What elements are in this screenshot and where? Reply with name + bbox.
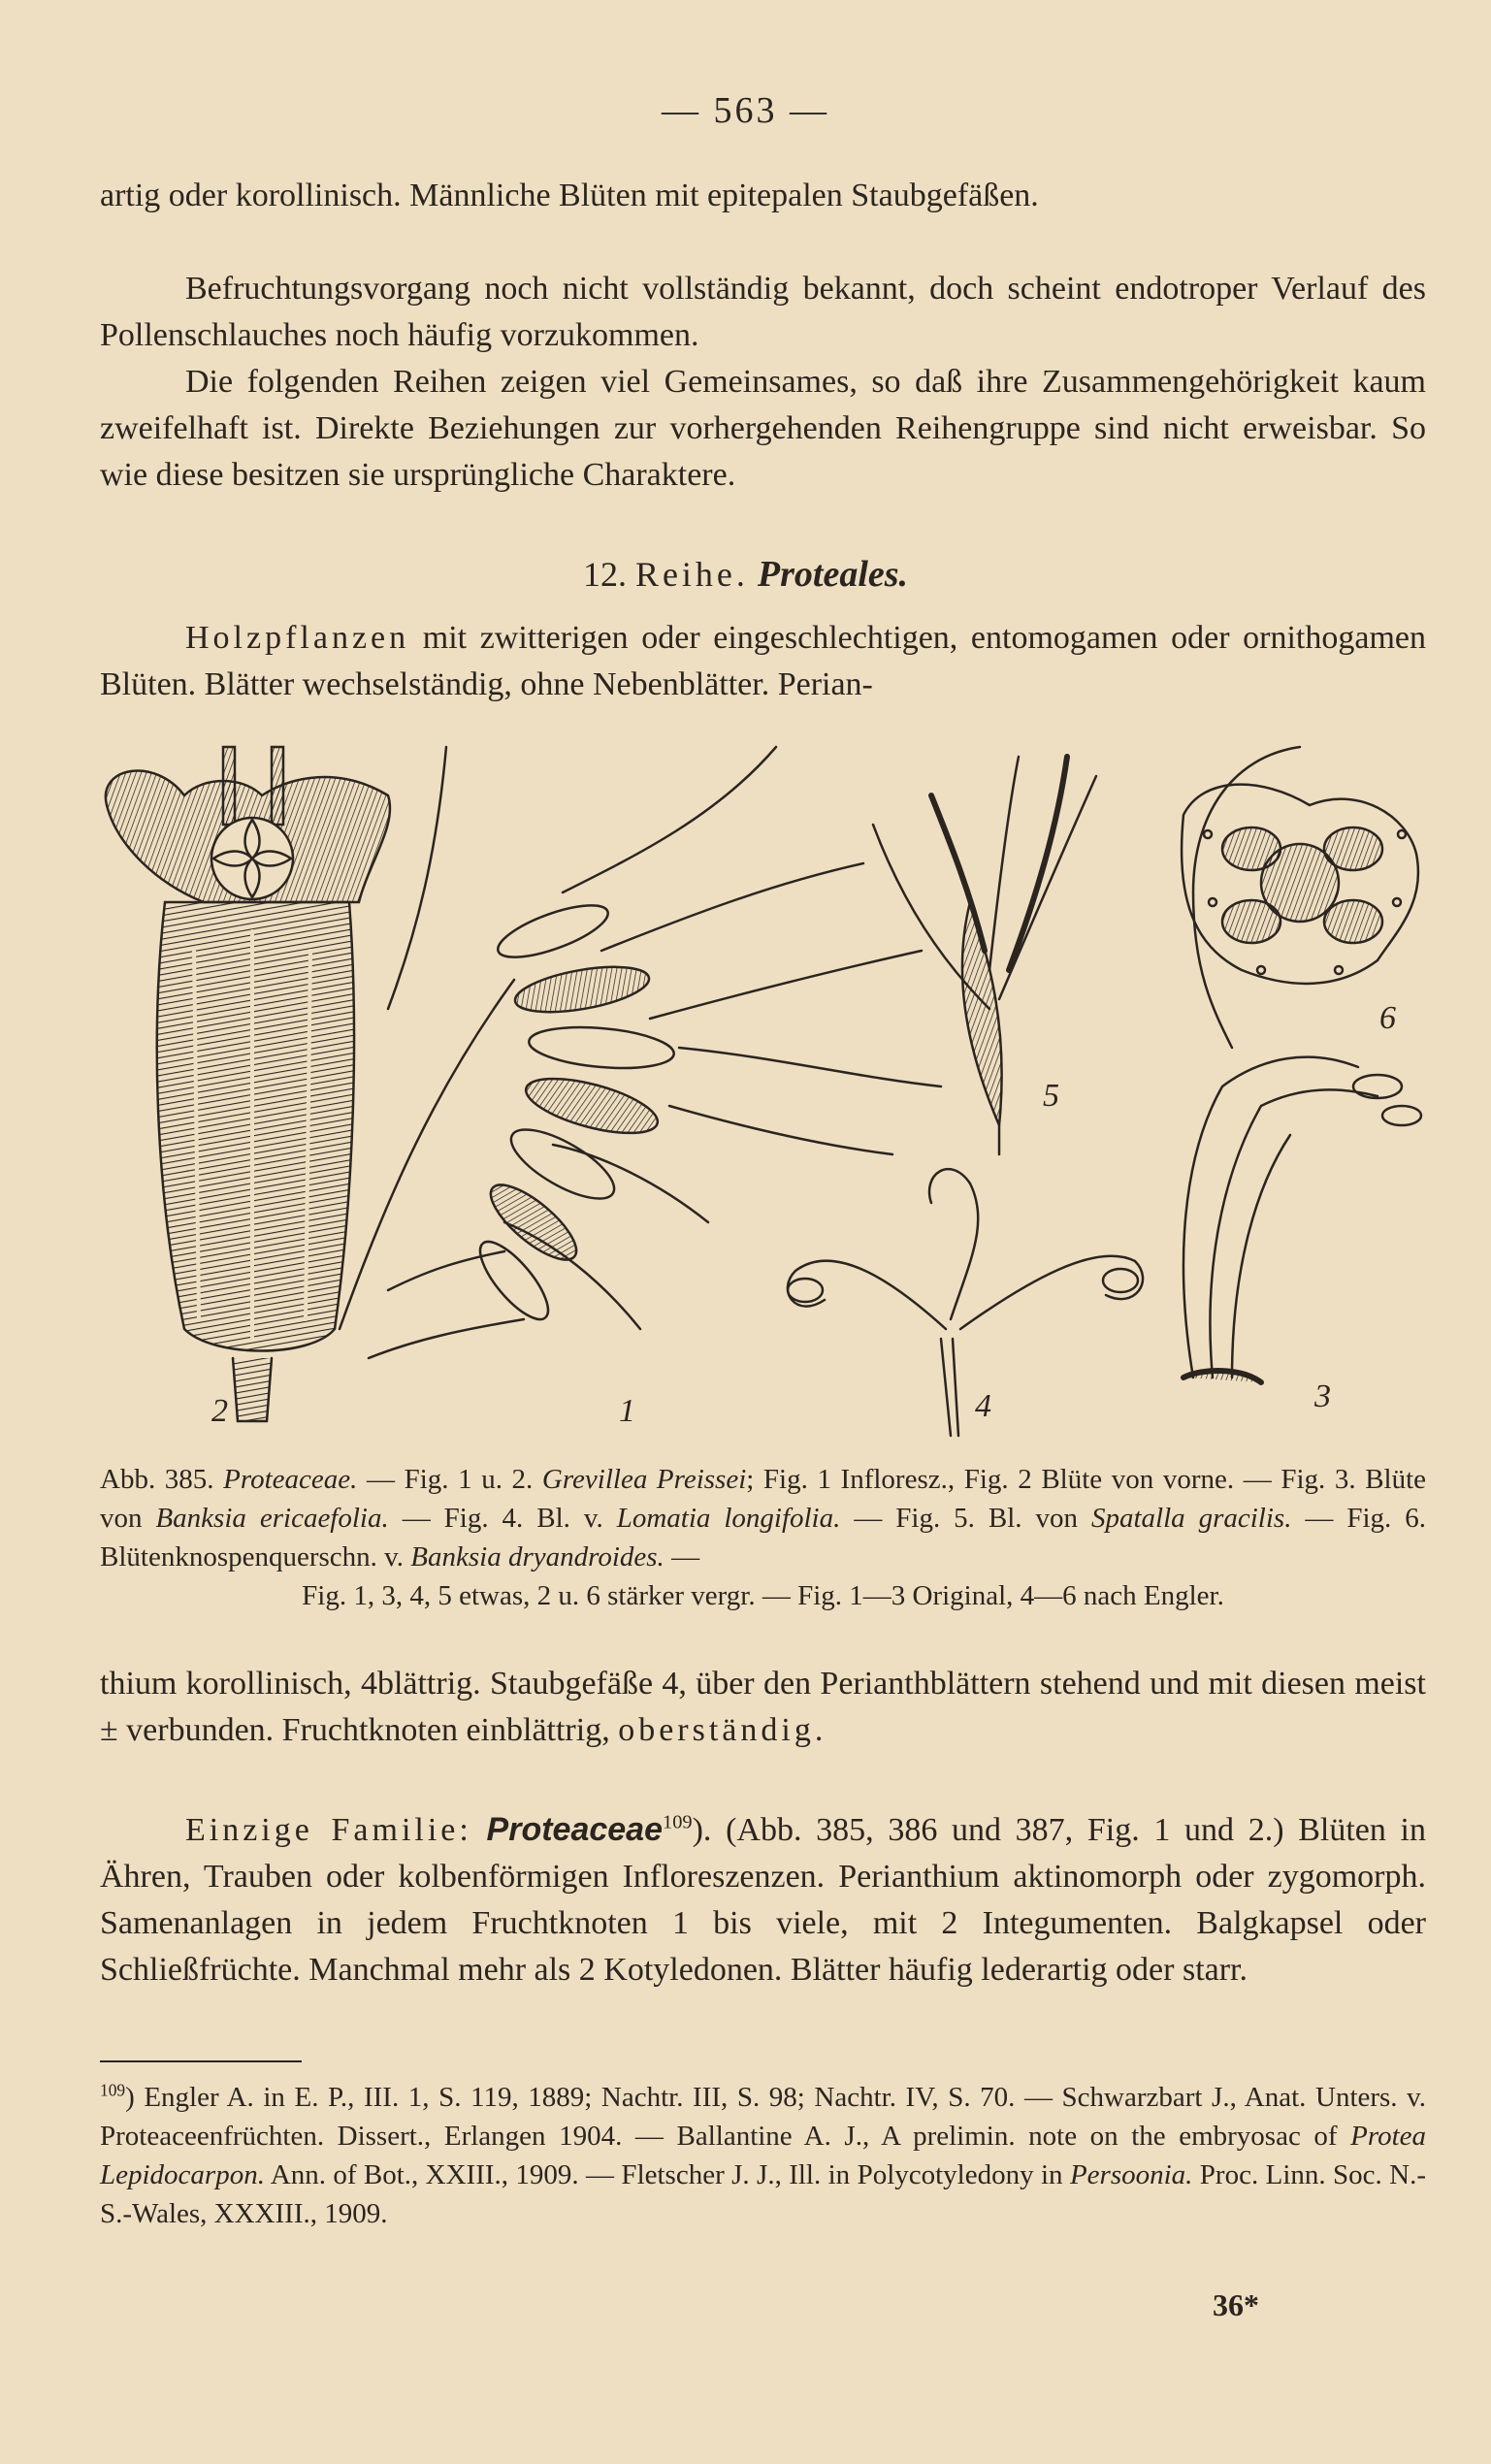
paragraph-6-lead: Einzige Familie:	[185, 1812, 472, 1848]
heading-label: Reihe.	[634, 555, 749, 594]
figure-caption	[100, 1460, 1426, 1615]
paragraph-4-rest: mit zwitterigen oder eingeschlechtigen, entomogamen oder ornithogamen Blüten. Blätter wechselständig, ohne Nebenblätter. Perian-	[100, 620, 1426, 702]
figure-proteaceae	[97, 737, 1431, 1465]
fig-4-flower	[788, 1169, 1143, 1436]
footnote: $^{109}$) Engler A. in E. P., III. 1, S. 119, 1889; Nachtr. III, S. 98; Nachtr. IV, S. 70. — Schwarzbart J., Anat. Unters. v. Proteaceenfrüchten. Dissert., Erlangen 1904. — Ballantine A. J., A prelimin. note on the embryosac of Protea Lepidocarpon. Ann. of Bot., XXIII., 1909. — Fletscher J. J., Ill. in Polycotyledony in Persoonia. Proc. Linn. Soc. N.-S.-Wales, XXXIII., 1909.	[100, 2080, 1426, 2229]
paragraph-4-lead: Holzpflanzen	[185, 620, 410, 656]
fig-2-flower	[106, 747, 390, 1421]
paragraph-5: thium korollinisch, 4blättrig. Staubgefäße 4, über den Perianthblättern stehend und mit diesen meist ± verbunden. Fruchtknoten einblättrig, oberständig.	[100, 1666, 1426, 1748]
footnote-ref: 109	[663, 1811, 693, 1833]
sheet-signature: 36*	[1213, 2287, 1259, 2322]
section-heading	[0, 553, 1491, 596]
fig-label-1: 1	[619, 1393, 635, 1429]
paragraph-2: Befruchtungsvorgang noch nicht vollständig bekannt, doch scheint endotroper Verlauf des Pollenschlauches noch häufig vorzukommen.	[100, 271, 1426, 353]
botanical-illustration	[97, 737, 1431, 1465]
paragraph-5-last: oberständig.	[618, 1712, 827, 1748]
heading-number: 12.	[582, 555, 627, 594]
fig-label-2: 2	[211, 1393, 228, 1429]
caption-main: Abb. 385. Proteaceae. — Fig. 1 u. 2. Grevillea Preissei; Fig. 1 Infloresz., Fig. 2 Blüte von vorne. — Fig. 3. Blüte von Banksia ericaefolia. — Fig. 4. Bl. v. Lomatia longifolia. — Fig. 5. Bl. von Spatalla gracilis. — Fig. 6. Blütenknospenquerschn. v. Banksia dryandroides. —	[100, 1464, 1427, 1572]
fig-1-inflorescence	[340, 747, 941, 1358]
family-name: Proteaceae	[486, 1811, 663, 1848]
heading-name: Proteales.	[757, 554, 909, 595]
page-number: — 563 —	[662, 90, 829, 131]
paragraph-4	[100, 615, 1426, 708]
caption-last-line: Fig. 1, 3, 4, 5 etwas, 2 u. 6 stärker vergr. — Fig. 1—3 Original, 4—6 nach Engler.	[302, 1580, 1224, 1611]
fig-label-4: 4	[975, 1388, 991, 1424]
footnote-marker: 109	[100, 2080, 126, 2100]
paragraph-1: artig oder korollinisch. Männliche Blüten mit epitepalen Staubgefäßen.	[100, 178, 1039, 213]
footnote-divider	[100, 2060, 302, 2062]
paragraph-3: Die folgenden Reihen zeigen viel Gemeinsames, so daß ihre Zusammengehörigkeit kaum zweifelhaft ist. Direkte Beziehungen zur vorhergehenden Reihengruppe sind nicht erweisbar. So wie diese besitzen sie ursprüngliche Charaktere.	[100, 364, 1426, 493]
paragraph-6: Einzige Familie: Proteaceae$^{109}$). (Abb. 385, 386 und 387, Fig. 1 und 2.) Blüten in Ähren, Trauben oder kolbenförmigen Infloreszenzen. Perianthium aktinomorph oder zygomorph. Samenanlagen in jedem Fruchtknoten 1 bis viele, mit 2 Integumenten. Balgkapsel oder Schließfrüchte. Manchmal mehr als 2 Kotyledonen. Blätter häufig lederartig oder starr.	[100, 1811, 1427, 1988]
fig-3-flower	[1183, 1057, 1421, 1382]
fig-5-flower	[873, 757, 1096, 1154]
fig-label-6: 6	[1379, 1000, 1396, 1036]
fig-label-5: 5	[1043, 1078, 1059, 1114]
fig-label-3: 3	[1314, 1378, 1331, 1414]
